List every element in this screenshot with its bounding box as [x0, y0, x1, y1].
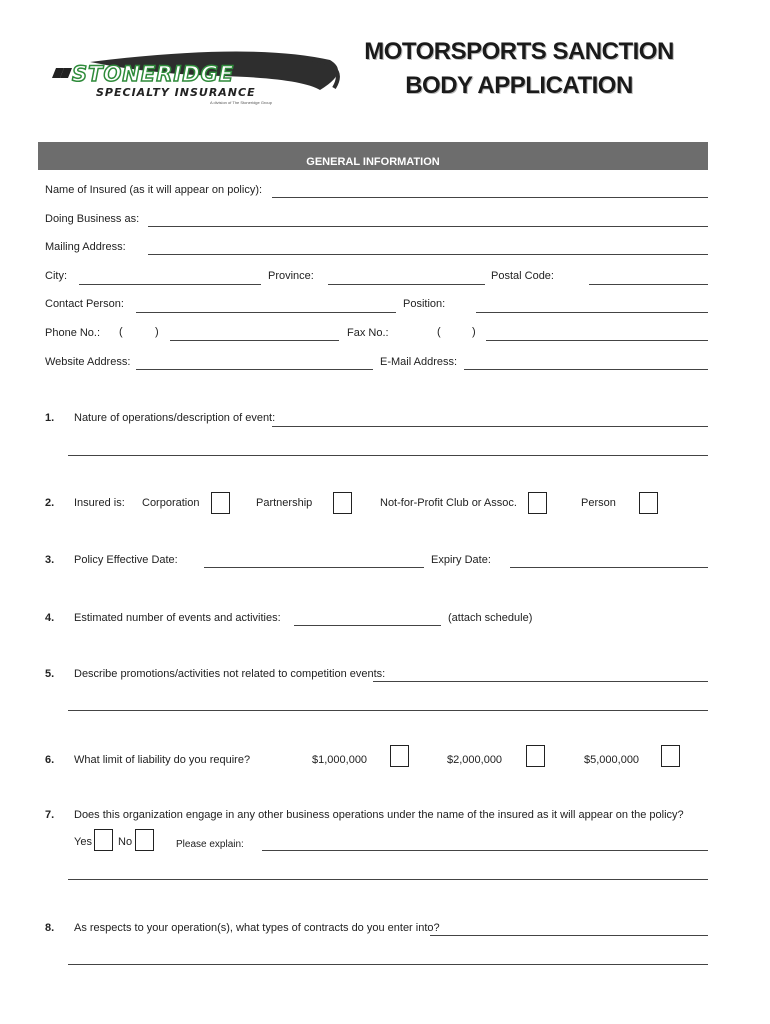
section-header	[38, 142, 708, 170]
q7-explain-field-2[interactable]	[68, 879, 708, 880]
q3-expiry-field[interactable]	[510, 567, 708, 568]
phone-paren-open: (	[119, 326, 123, 338]
q4-field[interactable]	[294, 625, 441, 626]
province-field[interactable]	[328, 284, 485, 285]
q4-label: Estimated number of events and activities:	[74, 612, 281, 624]
q6-number: 6.	[45, 754, 55, 766]
q3-expiry-label: Expiry Date:	[431, 554, 491, 566]
q6-5m-checkbox[interactable]	[661, 745, 680, 767]
phone-label: Phone No.:	[45, 327, 101, 339]
phone-field[interactable]	[170, 340, 339, 341]
q2-label: Insured is:	[74, 497, 125, 509]
dba-field[interactable]	[148, 226, 708, 227]
name-insured-label: Name of Insured (as it will appear on policy):	[45, 184, 263, 196]
q2-option-person: Person	[581, 497, 616, 509]
fax-paren-close: )	[472, 326, 476, 338]
mailing-label: Mailing Address:	[45, 241, 126, 253]
logo	[50, 48, 340, 108]
mailing-field[interactable]	[148, 254, 708, 255]
q7-explain-field[interactable]	[262, 850, 708, 851]
q3-number: 3.	[45, 554, 55, 566]
q2-option-not-for-profit: Not-for-Profit Club or Assoc.	[380, 497, 517, 509]
q5-field[interactable]	[373, 681, 708, 682]
dba-label: Doing Business as:	[45, 213, 140, 225]
q7-yes-label: Yes	[74, 836, 92, 848]
title-line-1: MOTORSPORTS SANCTION	[364, 38, 674, 65]
q5-label: Describe promotions/activities not related to competition events:	[74, 668, 386, 680]
city-label: City:	[45, 270, 67, 282]
q1-label: Nature of operations/description of event:	[74, 412, 276, 424]
phone-paren-close: )	[155, 326, 159, 338]
q6-option-2m: $2,000,000	[447, 754, 503, 766]
logo-brand: STONERIDGE	[72, 62, 235, 86]
q2-person-checkbox[interactable]	[639, 492, 658, 514]
q8-field-2[interactable]	[68, 964, 708, 965]
q2-not-for-profit-checkbox[interactable]	[528, 492, 547, 514]
q6-2m-checkbox[interactable]	[526, 745, 545, 767]
q8-number: 8.	[45, 922, 55, 934]
website-field[interactable]	[136, 369, 373, 370]
q6-1m-checkbox[interactable]	[390, 745, 409, 767]
q4-number: 4.	[45, 612, 55, 624]
title-line-2: BODY APPLICATION	[405, 72, 633, 99]
contact-field[interactable]	[136, 312, 396, 313]
q7-explain-label: Please explain:	[176, 839, 244, 850]
q1-field[interactable]	[272, 426, 708, 427]
q6-option-5m: $5,000,000	[584, 754, 640, 766]
q7-number: 7.	[45, 809, 55, 821]
postal-label: Postal Code:	[491, 270, 554, 282]
city-field[interactable]	[79, 284, 261, 285]
q2-number: 2.	[45, 497, 55, 509]
q3-label: Policy Effective Date:	[74, 554, 178, 566]
q7-no-checkbox[interactable]	[135, 829, 154, 851]
q7-no-label: No	[118, 836, 133, 848]
position-label: Position:	[403, 298, 446, 310]
email-label: E-Mail Address:	[380, 356, 458, 368]
q1-number: 1.	[45, 412, 55, 424]
document-title	[338, 35, 700, 103]
logo-subtitle: SPECIALTY INSURANCE	[96, 86, 256, 99]
q5-number: 5.	[45, 668, 55, 680]
q2-corporation-checkbox[interactable]	[211, 492, 230, 514]
fax-paren-open: (	[437, 326, 441, 338]
fax-label: Fax No.:	[347, 327, 389, 339]
q5-field-2[interactable]	[68, 710, 708, 711]
q2-partnership-checkbox[interactable]	[333, 492, 352, 514]
q7-label: Does this organization engage in any other business operations under the name of the insured as it will appear on the policy?	[74, 809, 684, 821]
q3-effective-field[interactable]	[204, 567, 424, 568]
email-field[interactable]	[464, 369, 708, 370]
fax-field[interactable]	[486, 340, 708, 341]
q6-option-1m: $1,000,000	[312, 754, 368, 766]
name-insured-field[interactable]	[272, 197, 708, 198]
q7-yes-checkbox[interactable]	[94, 829, 113, 851]
section-title: GENERAL INFORMATION	[306, 156, 440, 168]
logo-tagline: A division of The Stoneridge Group	[210, 100, 272, 105]
website-label: Website Address:	[45, 356, 131, 368]
q8-label: As respects to your operation(s), what types of contracts do you enter into?	[74, 922, 440, 934]
q6-label: What limit of liability do you require?	[74, 754, 251, 766]
q4-note: (attach schedule)	[448, 612, 533, 624]
postal-field[interactable]	[589, 284, 708, 285]
q2-option-partnership: Partnership	[256, 497, 313, 509]
province-label: Province:	[268, 270, 314, 282]
q2-option-corporation: Corporation	[142, 497, 200, 509]
contact-label: Contact Person:	[45, 298, 124, 310]
q8-field[interactable]	[430, 935, 708, 936]
position-field[interactable]	[476, 312, 708, 313]
q1-field-2[interactable]	[68, 455, 708, 456]
